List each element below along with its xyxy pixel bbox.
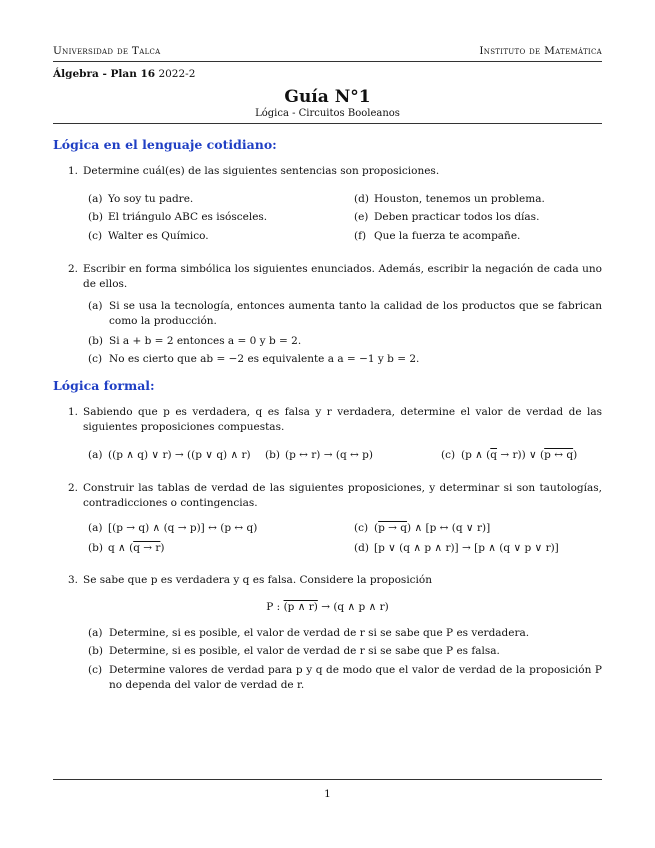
- page-number: 1: [324, 788, 331, 800]
- list-item: (b) q ∧ (q → r): [88, 542, 165, 554]
- question-number: 2.: [68, 263, 79, 275]
- list-item: (a) [(p → q) ∧ (q → p)] ↔ (p ↔ q): [88, 522, 258, 534]
- list-item: (c) (p ∧ $(\overline{q} \to r)$) ∨ (p ↔ q): [441, 449, 578, 461]
- footer-rule: [53, 779, 602, 780]
- list-item: (b) (p ↔ r) → (q ↔ p): [265, 449, 373, 461]
- question-number: 2.: [68, 482, 79, 494]
- list-item: (a) Si se usa la tecnología, entonces aumenta tanto la calidad de los productos que se fabrican como la producción.: [88, 300, 602, 327]
- proposition-formula: P : (p ∧ r) → (q ∧ p ∧ r): [266, 601, 389, 613]
- list-item: (a) Yo soy tu padre.: [88, 193, 194, 205]
- list-item: (b) Determine, si es posible, el valor de verdad de r si se sabe que P es falsa.: [88, 645, 500, 657]
- question-text: Sabiendo que p es verdadera, q es falsa y r verdadera, determine el valor de verdad de las siguientes proposiciones compuestas.: [83, 406, 602, 433]
- page-subtitle: Lógica - Circuitos Booleanos: [255, 108, 400, 119]
- list-item: (f) Que la fuerza te acompañe.: [354, 230, 521, 242]
- question-number: 1.: [68, 165, 79, 177]
- section-heading-formal-logic: Lógica formal:: [53, 378, 155, 393]
- university-name: Universidad de Talca: [53, 45, 161, 57]
- list-item: (d) [p ∨ (q ∧ p ∧ r)] → [p ∧ (q ∨ p ∨ r)]: [354, 542, 559, 554]
- list-item: (b) Si a + b = 2 entonces a = 0 y b = 2.: [88, 335, 302, 347]
- question-2-3: [68, 573, 602, 588]
- title-rule: [53, 123, 602, 124]
- course-name: Álgebra - Plan 16: [53, 68, 156, 80]
- question-number: 3.: [68, 574, 79, 586]
- question-text: Escribir en forma simbólica los siguientes enunciados. Además, escribir la negación de cada uno de ellos.: [83, 263, 602, 290]
- section-heading-everyday-logic: Lógica en el lenguaje cotidiano:: [53, 137, 277, 152]
- question-text: Se sabe que p es verdadera y q es falsa. Considere la proposición: [83, 574, 432, 586]
- list-item: (b) El triángulo ABC es isósceles.: [88, 211, 268, 223]
- list-item: (c) Walter es Químico.: [88, 230, 209, 242]
- question-2-1: [68, 405, 602, 435]
- list-item: (c) (p → q) ∧ [p ↔ (q ∨ r)]: [354, 522, 491, 534]
- question-text: Construir las tablas de verdad de las siguientes proposiciones, y determinar si son tautologías, contradicciones o contingencias.: [83, 482, 602, 509]
- list-item: (c) No es cierto que ab = −2 es equivalente a a = −1 y b = 2.: [88, 353, 420, 365]
- question-number: 1.: [68, 406, 79, 418]
- list-item: (c) Determine valores de verdad para p y q de modo que el valor de verdad de la proposición P no dependa del valor de verdad de r.: [88, 664, 602, 691]
- course-term: 2022-2: [158, 68, 196, 80]
- page-title: Guía N°1: [284, 87, 371, 107]
- question-2-2: [68, 481, 602, 511]
- list-item: (a) Determine, si es posible, el valor de verdad de r si se sabe que P es verdadera.: [88, 627, 530, 639]
- header-rule: [53, 61, 602, 62]
- course-line: [53, 68, 195, 80]
- question-text: Determine cuál(es) de las siguientes sentencias son proposiciones.: [83, 165, 440, 177]
- institute-name: Instituto de Matemática: [479, 45, 602, 57]
- list-item: (e) Deben practicar todos los días.: [354, 211, 540, 223]
- list-item: (a) ((p ∧ q) ∨ r) → ((p ∨ q) ∧ r): [88, 449, 251, 461]
- page-header: [53, 45, 602, 61]
- question-1-1: [68, 164, 602, 179]
- question-1-2: [68, 262, 602, 292]
- list-item: (d) Houston, tenemos un problema.: [354, 193, 545, 205]
